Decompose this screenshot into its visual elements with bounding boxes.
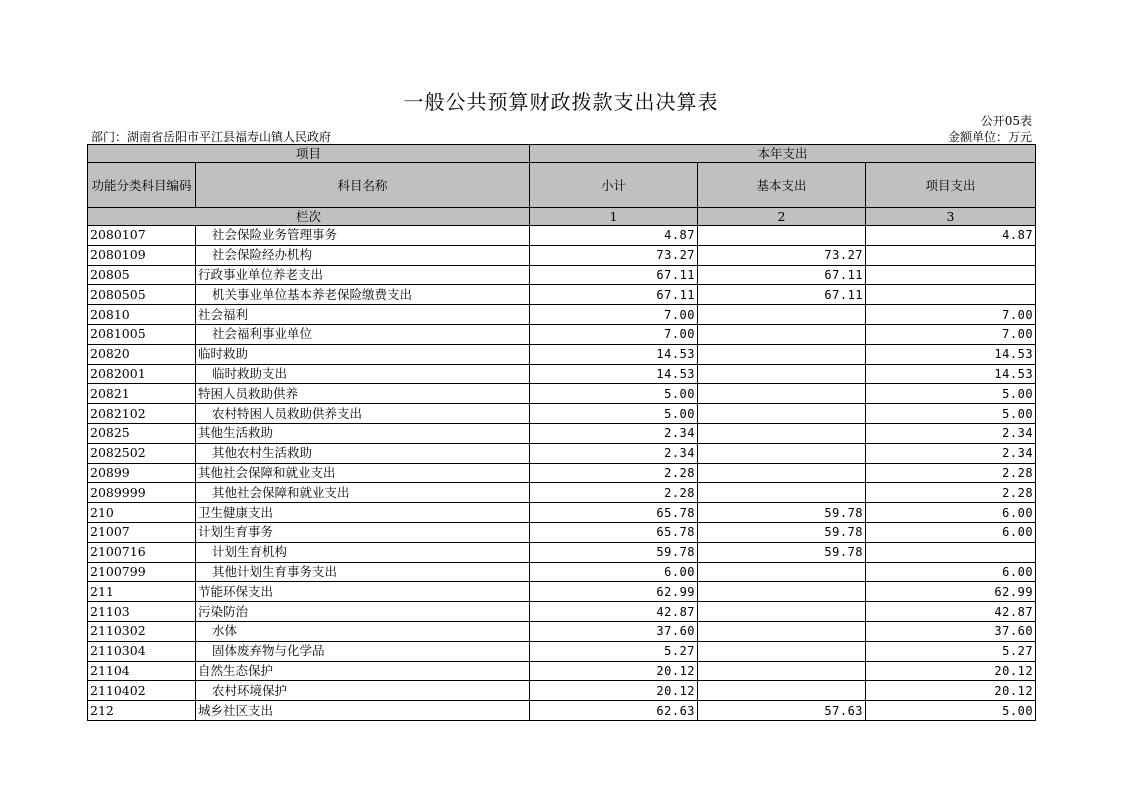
row-basic	[698, 562, 866, 582]
header-column-index: 栏次	[88, 208, 530, 226]
table-row	[88, 621, 1036, 641]
row-project: 14.53	[866, 364, 1036, 384]
row-basic: 57.63	[698, 701, 866, 721]
row-project: 2.28	[866, 463, 1036, 483]
row-project: 5.27	[866, 641, 1036, 661]
header-year-expense: 本年支出	[530, 145, 1036, 163]
row-code: 210	[88, 503, 196, 523]
header-col3: 3	[866, 208, 1036, 226]
header-col1: 1	[530, 208, 698, 226]
row-subtotal: 2.28	[530, 463, 698, 483]
row-subtotal: 73.27	[530, 245, 698, 265]
row-subtotal: 5.00	[530, 384, 698, 404]
row-basic: 67.11	[698, 265, 866, 285]
table-row	[88, 265, 1036, 285]
row-code: 2081005	[88, 324, 196, 344]
row-subtotal: 6.00	[530, 562, 698, 582]
table-row	[88, 681, 1036, 701]
row-basic	[698, 423, 866, 443]
row-code: 2089999	[88, 483, 196, 503]
row-subtotal: 2.34	[530, 443, 698, 463]
row-name: 社会福利事业单位	[196, 324, 530, 344]
row-subtotal: 59.78	[530, 542, 698, 562]
row-name: 其他计划生育事务支出	[196, 562, 530, 582]
row-project: 7.00	[866, 324, 1036, 344]
row-project: 7.00	[866, 305, 1036, 325]
header-item: 项目	[88, 145, 530, 163]
header-name: 科目名称	[196, 163, 530, 208]
table-row	[88, 226, 1036, 246]
row-subtotal: 42.87	[530, 602, 698, 622]
row-basic	[698, 463, 866, 483]
row-project	[866, 285, 1036, 305]
row-name: 社会保险业务管理事务	[196, 226, 530, 246]
header-row-2	[88, 163, 1036, 208]
unit-label: 金额单位：万元	[947, 130, 1032, 144]
row-project: 37.60	[866, 621, 1036, 641]
row-project: 6.00	[866, 503, 1036, 523]
form-number: 公开05表	[980, 114, 1032, 128]
row-basic	[698, 364, 866, 384]
row-subtotal: 5.00	[530, 404, 698, 424]
row-basic	[698, 621, 866, 641]
row-name: 计划生育机构	[196, 542, 530, 562]
row-code: 2100716	[88, 542, 196, 562]
row-code: 2080107	[88, 226, 196, 246]
row-project: 5.00	[866, 701, 1036, 721]
row-basic	[698, 641, 866, 661]
row-code: 20820	[88, 344, 196, 364]
page-title: 一般公共预算财政拨款支出决算表	[403, 90, 719, 114]
table-row	[88, 542, 1036, 562]
row-basic	[698, 305, 866, 325]
row-project: 6.00	[866, 562, 1036, 582]
table-row	[88, 641, 1036, 661]
row-subtotal: 65.78	[530, 503, 698, 523]
table-row	[88, 305, 1036, 325]
row-subtotal: 67.11	[530, 285, 698, 305]
table-row	[88, 404, 1036, 424]
table-row	[88, 562, 1036, 582]
row-code: 20805	[88, 265, 196, 285]
row-code: 20821	[88, 384, 196, 404]
row-basic	[698, 443, 866, 463]
row-subtotal: 5.27	[530, 641, 698, 661]
row-code: 20899	[88, 463, 196, 483]
row-name: 农村环境保护	[196, 681, 530, 701]
table-row	[88, 285, 1036, 305]
row-basic: 73.27	[698, 245, 866, 265]
row-subtotal: 4.87	[530, 226, 698, 246]
row-code: 212	[88, 701, 196, 721]
header-row-1	[88, 145, 1036, 163]
row-project: 20.12	[866, 681, 1036, 701]
row-basic	[698, 483, 866, 503]
row-code: 2080109	[88, 245, 196, 265]
row-name: 其他生活救助	[196, 423, 530, 443]
row-code: 2110304	[88, 641, 196, 661]
row-subtotal: 37.60	[530, 621, 698, 641]
row-name: 其他社会保障和就业支出	[196, 463, 530, 483]
row-name: 节能环保支出	[196, 582, 530, 602]
table-row	[88, 522, 1036, 542]
row-subtotal: 20.12	[530, 681, 698, 701]
table-row	[88, 701, 1036, 721]
table-row	[88, 245, 1036, 265]
row-subtotal: 62.99	[530, 582, 698, 602]
row-name: 计划生育事务	[196, 522, 530, 542]
row-basic	[698, 226, 866, 246]
row-basic: 59.78	[698, 542, 866, 562]
row-code: 2080505	[88, 285, 196, 305]
header-subtotal: 小计	[530, 163, 698, 208]
row-name: 农村特困人员救助供养支出	[196, 404, 530, 424]
row-project: 62.99	[866, 582, 1036, 602]
row-basic: 59.78	[698, 503, 866, 523]
table-row	[88, 423, 1036, 443]
row-basic	[698, 324, 866, 344]
row-name: 其他社会保障和就业支出	[196, 483, 530, 503]
row-name: 机关事业单位基本养老保险缴费支出	[196, 285, 530, 305]
row-code: 2100799	[88, 562, 196, 582]
row-basic	[698, 582, 866, 602]
row-code: 2082001	[88, 364, 196, 384]
row-basic	[698, 344, 866, 364]
table-row	[88, 463, 1036, 483]
row-code: 21007	[88, 522, 196, 542]
row-code: 211	[88, 582, 196, 602]
table-row	[88, 443, 1036, 463]
row-basic: 67.11	[698, 285, 866, 305]
row-code: 21104	[88, 661, 196, 681]
expense-table	[87, 144, 1036, 721]
row-name: 卫生健康支出	[196, 503, 530, 523]
row-subtotal: 7.00	[530, 305, 698, 325]
row-subtotal: 20.12	[530, 661, 698, 681]
row-subtotal: 14.53	[530, 364, 698, 384]
row-name: 污染防治	[196, 602, 530, 622]
table-row	[88, 582, 1036, 602]
row-project	[866, 265, 1036, 285]
row-name: 其他农村生活救助	[196, 443, 530, 463]
table-row	[88, 364, 1036, 384]
table-row	[88, 661, 1036, 681]
row-name: 社会福利	[196, 305, 530, 325]
row-code: 2110302	[88, 621, 196, 641]
row-code: 2110402	[88, 681, 196, 701]
row-project: 5.00	[866, 384, 1036, 404]
table-row	[88, 483, 1036, 503]
row-name: 水体	[196, 621, 530, 641]
row-subtotal: 65.78	[530, 522, 698, 542]
row-name: 临时救助支出	[196, 364, 530, 384]
row-basic	[698, 404, 866, 424]
row-project: 2.34	[866, 443, 1036, 463]
row-subtotal: 2.34	[530, 423, 698, 443]
row-basic	[698, 602, 866, 622]
row-basic: 59.78	[698, 522, 866, 542]
row-project: 6.00	[866, 522, 1036, 542]
header-code: 功能分类科目编码	[88, 163, 196, 208]
row-name: 自然生态保护	[196, 661, 530, 681]
header-col2: 2	[698, 208, 866, 226]
row-code: 20825	[88, 423, 196, 443]
department-label: 部门：湖南省岳阳市平江县福寿山镇人民政府	[91, 130, 332, 144]
table-row	[88, 344, 1036, 364]
row-subtotal: 7.00	[530, 324, 698, 344]
table-row	[88, 384, 1036, 404]
row-basic	[698, 681, 866, 701]
row-subtotal: 2.28	[530, 483, 698, 503]
header-basic: 基本支出	[698, 163, 866, 208]
table-row	[88, 602, 1036, 622]
row-project: 2.34	[866, 423, 1036, 443]
row-code: 20810	[88, 305, 196, 325]
header-project: 项目支出	[866, 163, 1036, 208]
row-subtotal: 14.53	[530, 344, 698, 364]
row-subtotal: 67.11	[530, 265, 698, 285]
row-name: 行政事业单位养老支出	[196, 265, 530, 285]
row-project: 5.00	[866, 404, 1036, 424]
row-project: 42.87	[866, 602, 1036, 622]
row-name: 社会保险经办机构	[196, 245, 530, 265]
row-name: 固体废弃物与化学品	[196, 641, 530, 661]
row-basic	[698, 661, 866, 681]
row-name: 城乡社区支出	[196, 701, 530, 721]
row-code: 2082502	[88, 443, 196, 463]
header-row-3	[88, 208, 1036, 226]
row-project: 14.53	[866, 344, 1036, 364]
row-project: 20.12	[866, 661, 1036, 681]
row-code: 21103	[88, 602, 196, 622]
table-row	[88, 503, 1036, 523]
row-project	[866, 542, 1036, 562]
table-row	[88, 324, 1036, 344]
row-project: 2.28	[866, 483, 1036, 503]
row-project	[866, 245, 1036, 265]
row-code: 2082102	[88, 404, 196, 424]
row-subtotal: 62.63	[530, 701, 698, 721]
row-basic	[698, 384, 866, 404]
row-name: 临时救助	[196, 344, 530, 364]
row-name: 特困人员救助供养	[196, 384, 530, 404]
row-project: 4.87	[866, 226, 1036, 246]
